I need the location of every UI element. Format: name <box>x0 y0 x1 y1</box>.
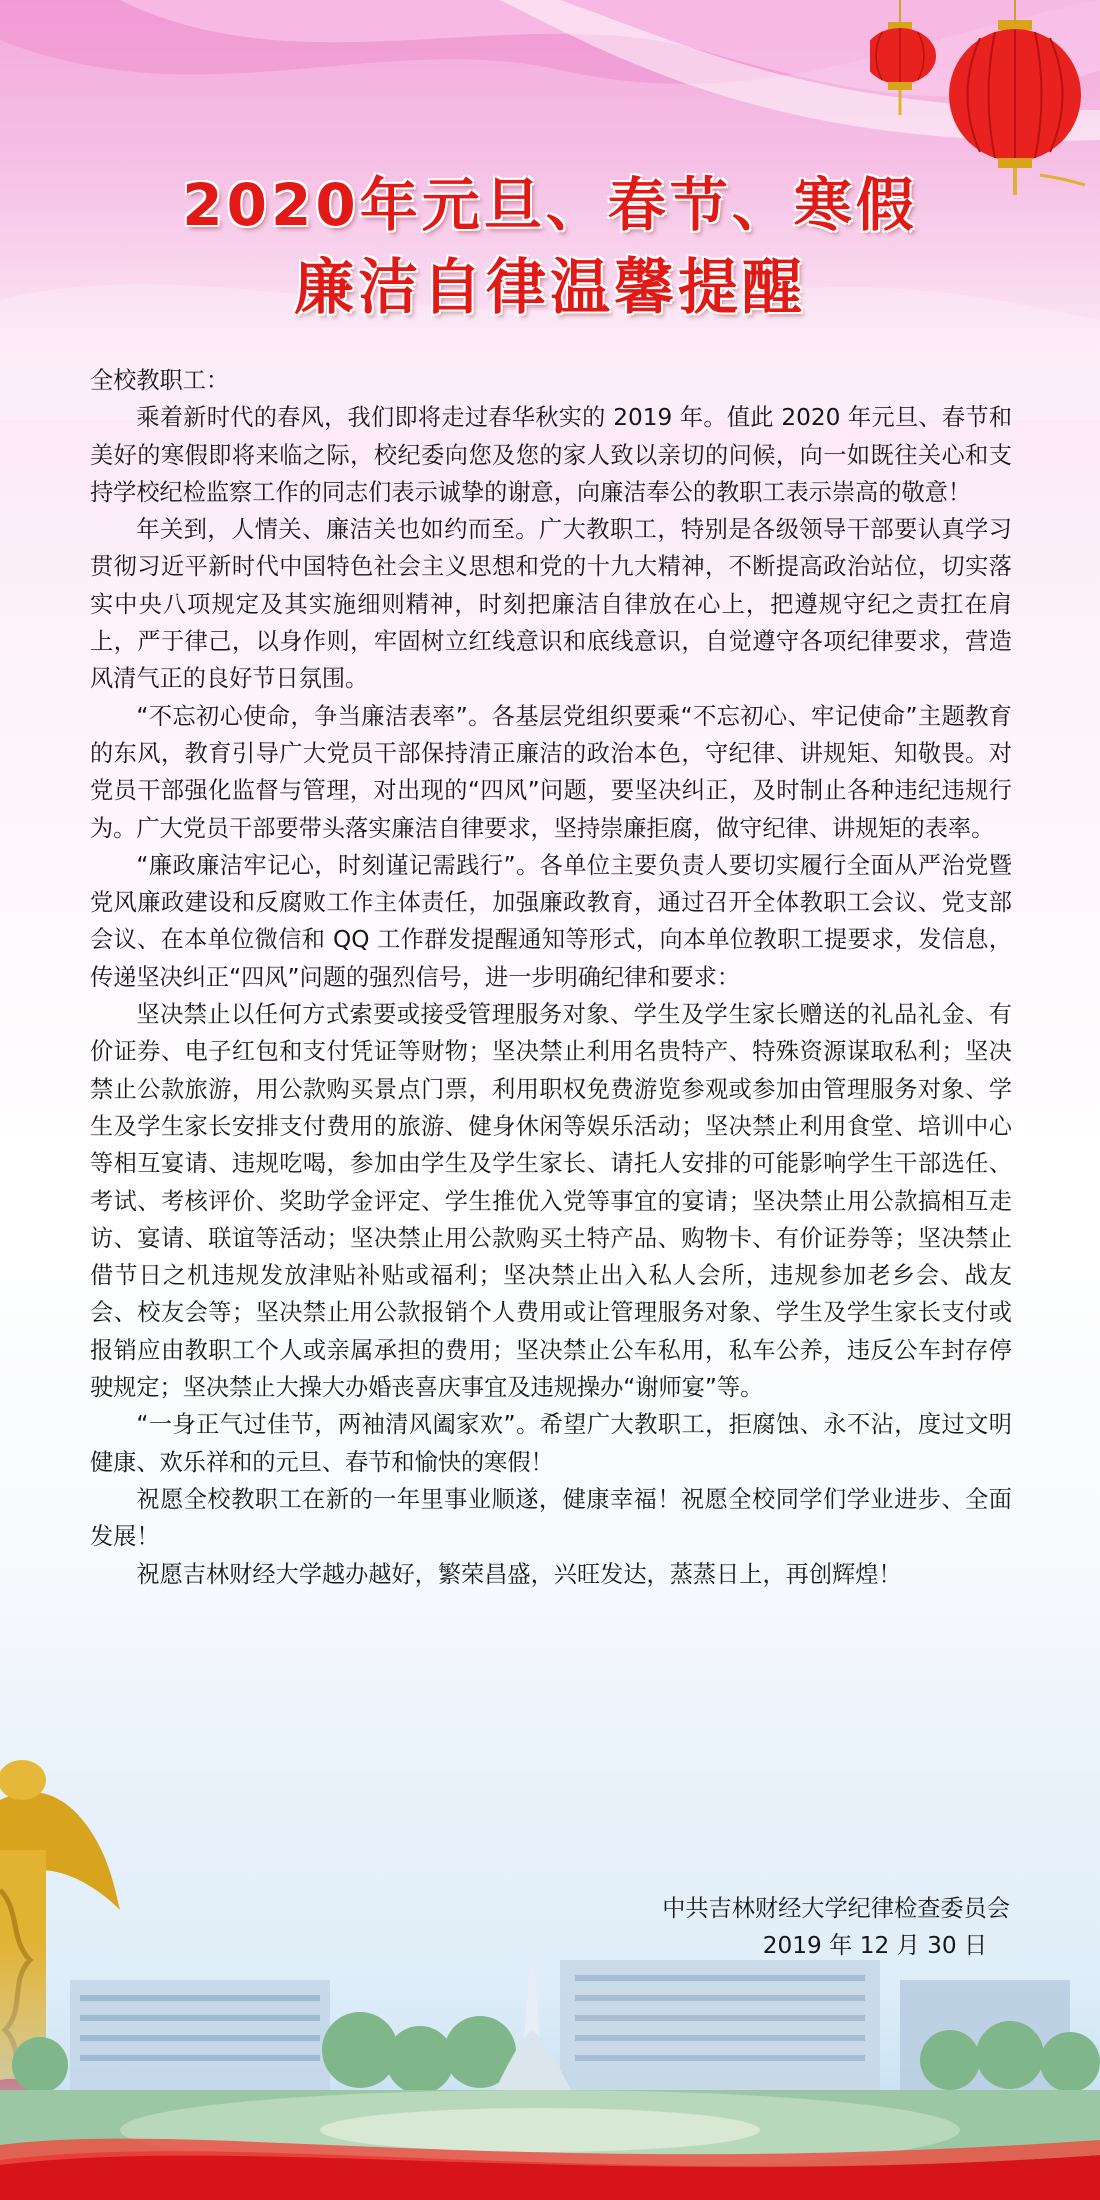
paragraph: 乘着新时代的春风，我们即将走过春华秋实的 2019 年。值此 2020 年元旦、春节和美好的寒假即将来临之际，校纪委向您及您的家人致以亲切的问候，向一如既往关心和支持学校纪检监察工作的同志们表示诚挚的谢意，向廉洁奉公的教职工表示崇高的敬意！ <box>90 404 1012 506</box>
paragraph: 祝愿全校教职工在新的一年里事业顺遂，健康幸福！祝愿全校同学们学业进步、全面发展！ <box>90 1485 1012 1551</box>
signature-org: 中共吉林财经大学纪律检查委员会 <box>662 1895 1010 1922</box>
paragraph: 祝愿吉林财经大学越办越好，繁荣昌盛，兴旺发达，蒸蒸日上，再创辉煌！ <box>136 1560 902 1588</box>
title-line-2: 廉洁自律温馨提醒 <box>294 253 806 323</box>
campus-illustration <box>0 1940 1100 2200</box>
paragraph: “廉政廉洁牢记心，时刻谨记需践行”。各单位主要负责人要切实履行全面从严治党暨党风廉政建设和反腐败工作主体责任，加强廉政教育，通过召开全体教职工会议、党支部会议、在本单位微信和 QQ 工作群发提醒通知等形式，向本单位教职工提要求，发信息，传递坚决纠正“四风”问题的强烈信号，进一步明确纪律和要求： <box>90 851 1012 991</box>
signature-block <box>590 1890 1010 1964</box>
letter-body <box>90 362 1012 1593</box>
paragraph: “一身正气过佳节，两袖清风阖家欢”。希望广大教职工，拒腐蚀、永不沾，度过文明健康、欢乐祥和的元旦、春节和愉快的寒假！ <box>90 1411 1012 1476</box>
paragraph: 年关到，人情关、廉洁关也如约而至。广大教职工，特别是各级领导干部要认真学习贯彻习近平新时代中国特色社会主义思想和党的十九大精神，不断提高政治站位，切实落实中央八项规定及其实施细则精神，时刻把廉洁自律放在心上，把遵规守纪之责扛在肩上，严于律己，以身作则，牢固树立红线意识和底线意识，自觉遵守各项纪律要求，营造风清气正的良好节日氛围。 <box>90 516 1012 693</box>
signature-date: 2019 年 12 月 30 日 <box>762 1932 988 1959</box>
title-line-1: 2020年元旦、春节、寒假 <box>182 171 918 239</box>
paragraph: 坚决禁止以任何方式索要或接受管理服务对象、学生及学生家长赠送的礼品礼金、有价证券、电子红包和支付凭证等财物；坚决禁止利用名贵特产、特殊资源谋取私利；坚决禁止公款旅游，用公款购买景点门票，利用职权免费游览参观或参加由管理服务对象、学生及学生家长安排支付费用的旅游、健身休闲等娱乐活动；坚决禁止利用食堂、培训中心等相互宴请、违规吃喝，参加由学生及学生家长、请托人安排的可能影响学生干部选任、考试、考核评价、奖助学金评定、学生推优入党等事宜的宴请；坚决禁止用公款搞相互走访、宴请、联谊等活动；坚决禁止用公款购买土特产品、购物卡、有价证券等；坚决禁止借节日之机违规发放津贴补贴或福利；坚决禁止出入私人会所，违规参加老乡会、战友会、校友会等；坚决禁止用公款报销个人费用或让管理服务对象、学生及学生家长支付或报销应由教职工个人或亲属承担的费用；坚决禁止公车私用，私车公养，违反公车封存停驶规定；坚决禁止大操大办婚丧喜庆事宜及违规操办“谢师宴”等。 <box>90 1001 1012 1402</box>
paragraph: “不忘初心使命，争当廉洁表率”。各基层党组织要乘“不忘初心、牢记使命”主题教育的东风，教育引导广大党员干部保持清正廉洁的政治本色，守纪律、讲规矩、知敬畏。对党员干部强化监督与管理，对出现的“四风”问题，要坚决纠正，及时制止各种违纪违规行为。广大党员干部要带头落实廉洁自律要求，坚持崇廉拒腐，做守纪律、讲规矩的表率。 <box>90 702 1012 842</box>
greeting: 全校教职工： <box>90 367 230 394</box>
